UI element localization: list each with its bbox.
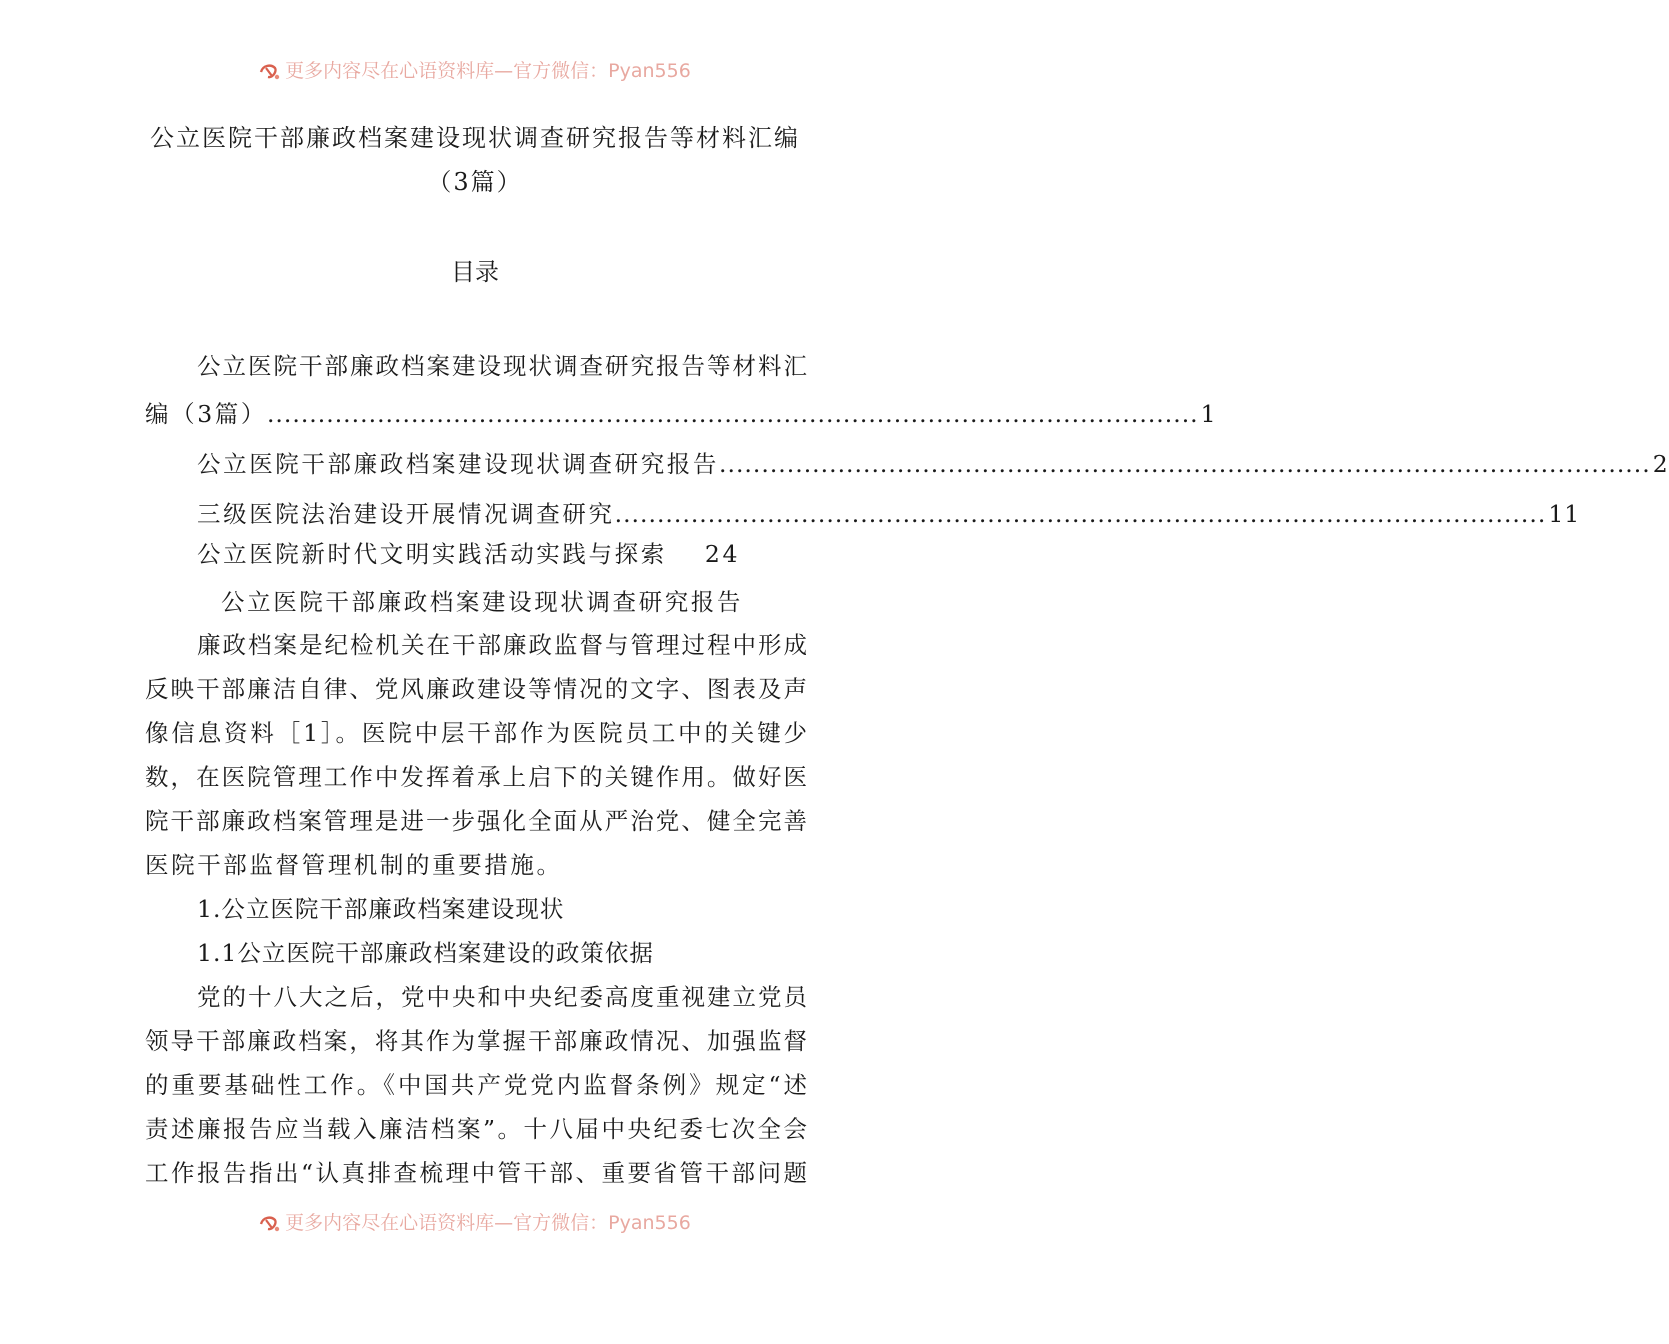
toc-heading: 目录 [451,258,499,286]
toc-entry-label: 公立医院干部廉政档案建设现状调查研究报告 [197,450,719,478]
toc-leader-dots: .............................................................................................................. [614,500,1547,528]
paragraph-line: 数，在医院管理工作中发挥着承上启下的关键作用。做好医 [145,763,807,791]
watermark-text: 更多内容尽在心语资料库—官方微信：Pyan556 [285,1212,691,1234]
toc-entry-4[interactable] [145,538,807,570]
section-title: 公立医院干部廉政档案建设现状调查研究报告 [221,588,743,616]
toc-entry-3[interactable] [145,498,1581,530]
toc-page-number: 2 [1652,450,1669,478]
heading-1-1: 1.1公立医院干部廉政档案建设的政策依据 [197,939,654,967]
paragraph-line: 的重要基础性工作。《中国共产党党内监督条例》规定“述 [145,1071,807,1099]
toc-page-number: 11 [1548,500,1581,528]
toc-entry-label: 三级医院法治建设开展情况调查研究 [197,500,615,528]
paragraph-line: 领导干部廉政档案，将其作为掌握干部廉政情况、加强监督 [145,1027,807,1055]
brand-logo-icon [259,63,281,81]
toc-entry-1-line-1[interactable]: 公立医院干部廉政档案建设现状调查研究报告等材料汇 [197,352,807,380]
watermark-header [0,58,950,84]
toc-entry-label: 公立医院新时代文明实践活动实践与探索 [197,540,667,568]
document-subtitle: （3篇） [427,168,523,196]
paragraph-line: 责述廉报告应当载入廉洁档案”。十八届中央纪委七次全会 [145,1115,807,1143]
paragraph-line: 像信息资料［1］。医院中层干部作为医院员工中的关键少 [145,719,807,747]
paragraph-line: 反映干部廉洁自律、党风廉政建设等情况的文字、图表及声 [145,675,807,703]
heading-1: 1.公立医院干部廉政档案建设现状 [197,895,565,923]
toc-entry-1[interactable] [145,398,1217,430]
toc-page-number: 1 [1200,400,1217,428]
toc-entry-label: 编（3篇） [145,400,267,428]
toc-page-number: 24 [704,540,740,568]
toc-leader-dots: .............................................................................................................. [266,400,1199,428]
toc-leader-dots: .............................................................................................................. [719,450,1651,478]
paragraph-line: 院干部廉政档案管理是进一步强化全面从严治党、健全完善 [145,807,807,835]
paragraph-line: 工作报告指出“认真排查梳理中管干部、重要省管干部问题 [145,1159,807,1187]
watermark-footer [0,1210,950,1236]
paragraph-line: 党的十八大之后，党中央和中央纪委高度重视建立党员 [197,983,807,1011]
toc-entry-2[interactable] [145,448,1669,480]
watermark-text: 更多内容尽在心语资料库—官方微信：Pyan556 [285,60,691,82]
paragraph-line: 廉政档案是纪检机关在干部廉政监督与管理过程中形成 [197,631,807,659]
paragraph-line: 医院干部监督管理机制的重要措施。 [145,851,563,879]
brand-logo-icon [259,1215,281,1233]
document-title: 公立医院干部廉政档案建设现状调查研究报告等材料汇编 [150,124,800,152]
